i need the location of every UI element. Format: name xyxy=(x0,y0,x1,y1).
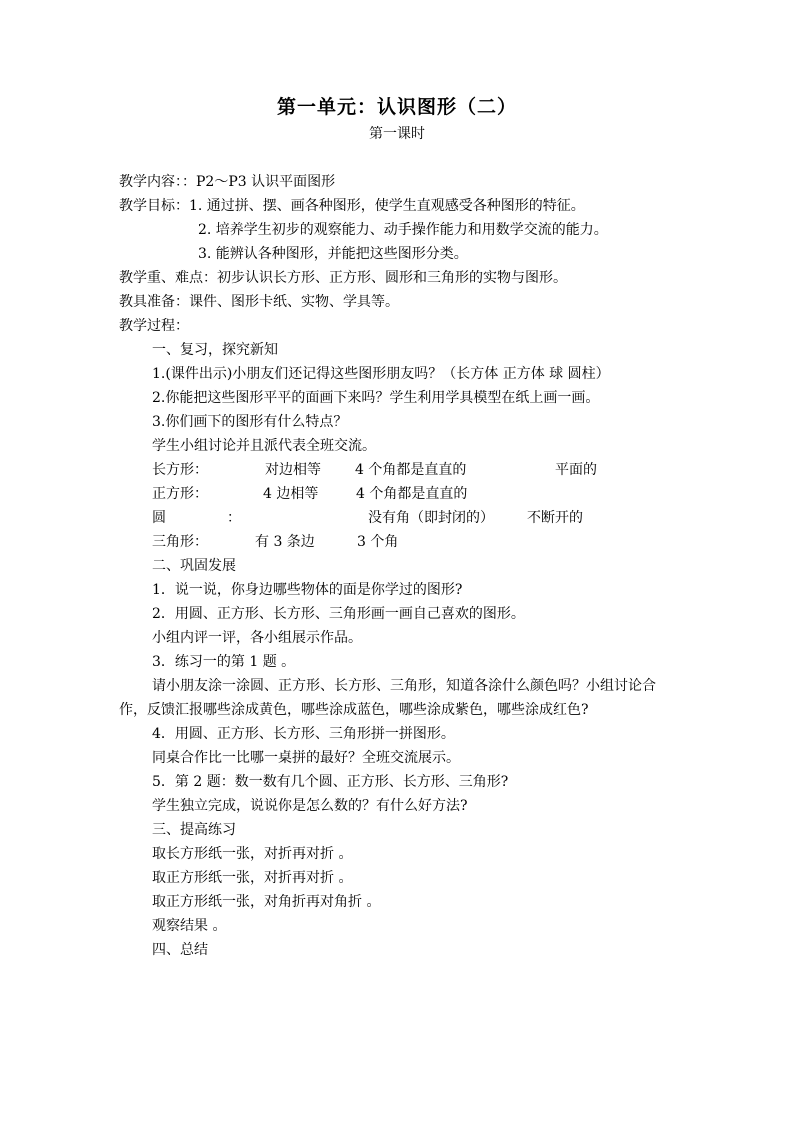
lesson-body xyxy=(119,170,689,962)
fold-square-diagonal: 取正方形纸一张，对角折再对角折 。 xyxy=(152,894,381,910)
practice-2: 2．用圆、正方形、长方形、三角形画一画自己喜欢的图形。 xyxy=(152,606,525,622)
document-title: 第一单元：认识图形（二） xyxy=(276,96,517,118)
independent-work: 学生独立完成，说说你是怎么数的？有什么好方法? xyxy=(152,798,468,814)
teaching-process-heading: 教学过程： xyxy=(119,318,189,334)
shape-features-table xyxy=(119,458,689,554)
step-2: 2.你能把这些图形平平的面画下来吗？学生利用学具模型在纸上画一画。 xyxy=(152,390,600,406)
shape-feature: 有 3 条边 xyxy=(255,534,315,550)
shape-feature: 不断开的 xyxy=(527,510,583,526)
teaching-goal-2: 2. 培养学生初步的观察能力、动手操作能力和用数学交流的能力。 xyxy=(198,222,608,238)
teaching-aids: 教具准备：课件、图形卡纸、实物、学具等。 xyxy=(119,294,399,310)
practice-5: 5．第 2 题：数一数有几个圆、正方形、长方形、三角形? xyxy=(152,774,509,790)
practice-3: 3．练习一的第 1 题 。 xyxy=(152,654,296,670)
group-evaluation: 小组内评一评，各小组展示作品。 xyxy=(152,630,362,646)
section-heading-2: 二、巩固发展 xyxy=(152,558,236,574)
shape-feature: 对边相等 xyxy=(265,462,321,478)
desk-competition: 同桌合作比一比哪一桌拼的最好？全班交流展示。 xyxy=(152,750,460,766)
shape-row-square xyxy=(119,482,689,506)
teaching-goal-3: 3. 能辨认各种图形，并能把这些图形分类。 xyxy=(198,246,468,262)
coloring-paragraph: 请小朋友涂一涂圆、正方形、长方形、三角形，知道各涂什么颜色吗？小组讨论合作，反馈汇报哪些涂成黄色，哪些涂成蓝色，哪些涂成紫色，哪些涂成红色? xyxy=(119,678,656,718)
shape-feature: 没有角（即封闭的） xyxy=(368,510,494,526)
shape-feature: 4 个角都是直直的 xyxy=(355,462,467,478)
shape-row-triangle xyxy=(119,530,689,554)
teaching-goal-1: 教学目标：1. 通过拼、摆、画各种图形，使学生直观感受各种图形的特征。 xyxy=(119,198,585,214)
section-heading-1: 一、复习，探究新知 xyxy=(152,342,278,358)
shape-name: 圆 xyxy=(152,510,166,526)
section-heading-4: 四、总结 xyxy=(152,942,208,958)
fold-rectangle: 取长方形纸一张，对折再对折 。 xyxy=(152,846,353,862)
shape-feature: 4 个角都是直直的 xyxy=(356,486,468,502)
practice-4: 4．用圆、正方形、长方形、三角形拼一拼图形。 xyxy=(152,726,455,742)
shape-row-circle xyxy=(119,506,689,530)
shape-row-rectangle xyxy=(119,458,689,482)
observe-result: 观察结果 。 xyxy=(152,918,227,934)
section-heading-3: 三、提高练习 xyxy=(152,822,236,838)
group-discussion: 学生小组讨论并且派代表全班交流。 xyxy=(152,438,376,454)
shape-name: 长方形： xyxy=(152,462,208,478)
step-3: 3.你们画下的图形有什么特点？ xyxy=(152,414,348,430)
key-difficult-points: 教学重、难点：初步认识长方形、正方形、圆形和三角形的实物与图形。 xyxy=(119,270,567,286)
shape-colon: ： xyxy=(227,510,241,526)
document-subtitle: 第一课时 xyxy=(369,126,425,142)
step-1: 1.(课件出示)小朋友们还记得这些图形朋友吗？（长方体 正方体 球 圆柱） xyxy=(152,366,610,382)
shape-feature: 4 边相等 xyxy=(263,486,319,502)
shape-feature: 平面的 xyxy=(555,462,597,478)
shape-feature: 3 个角 xyxy=(357,534,399,550)
shape-name: 三角形： xyxy=(152,534,208,550)
fold-square: 取正方形纸一张，对折再对折 。 xyxy=(152,870,353,886)
shape-name: 正方形： xyxy=(152,486,208,502)
teaching-content: 教学内容：：P2～P3 认识平面图形 xyxy=(119,174,336,190)
practice-1: 1．说一说，你身边哪些物体的面是你学过的图形? xyxy=(152,582,463,598)
